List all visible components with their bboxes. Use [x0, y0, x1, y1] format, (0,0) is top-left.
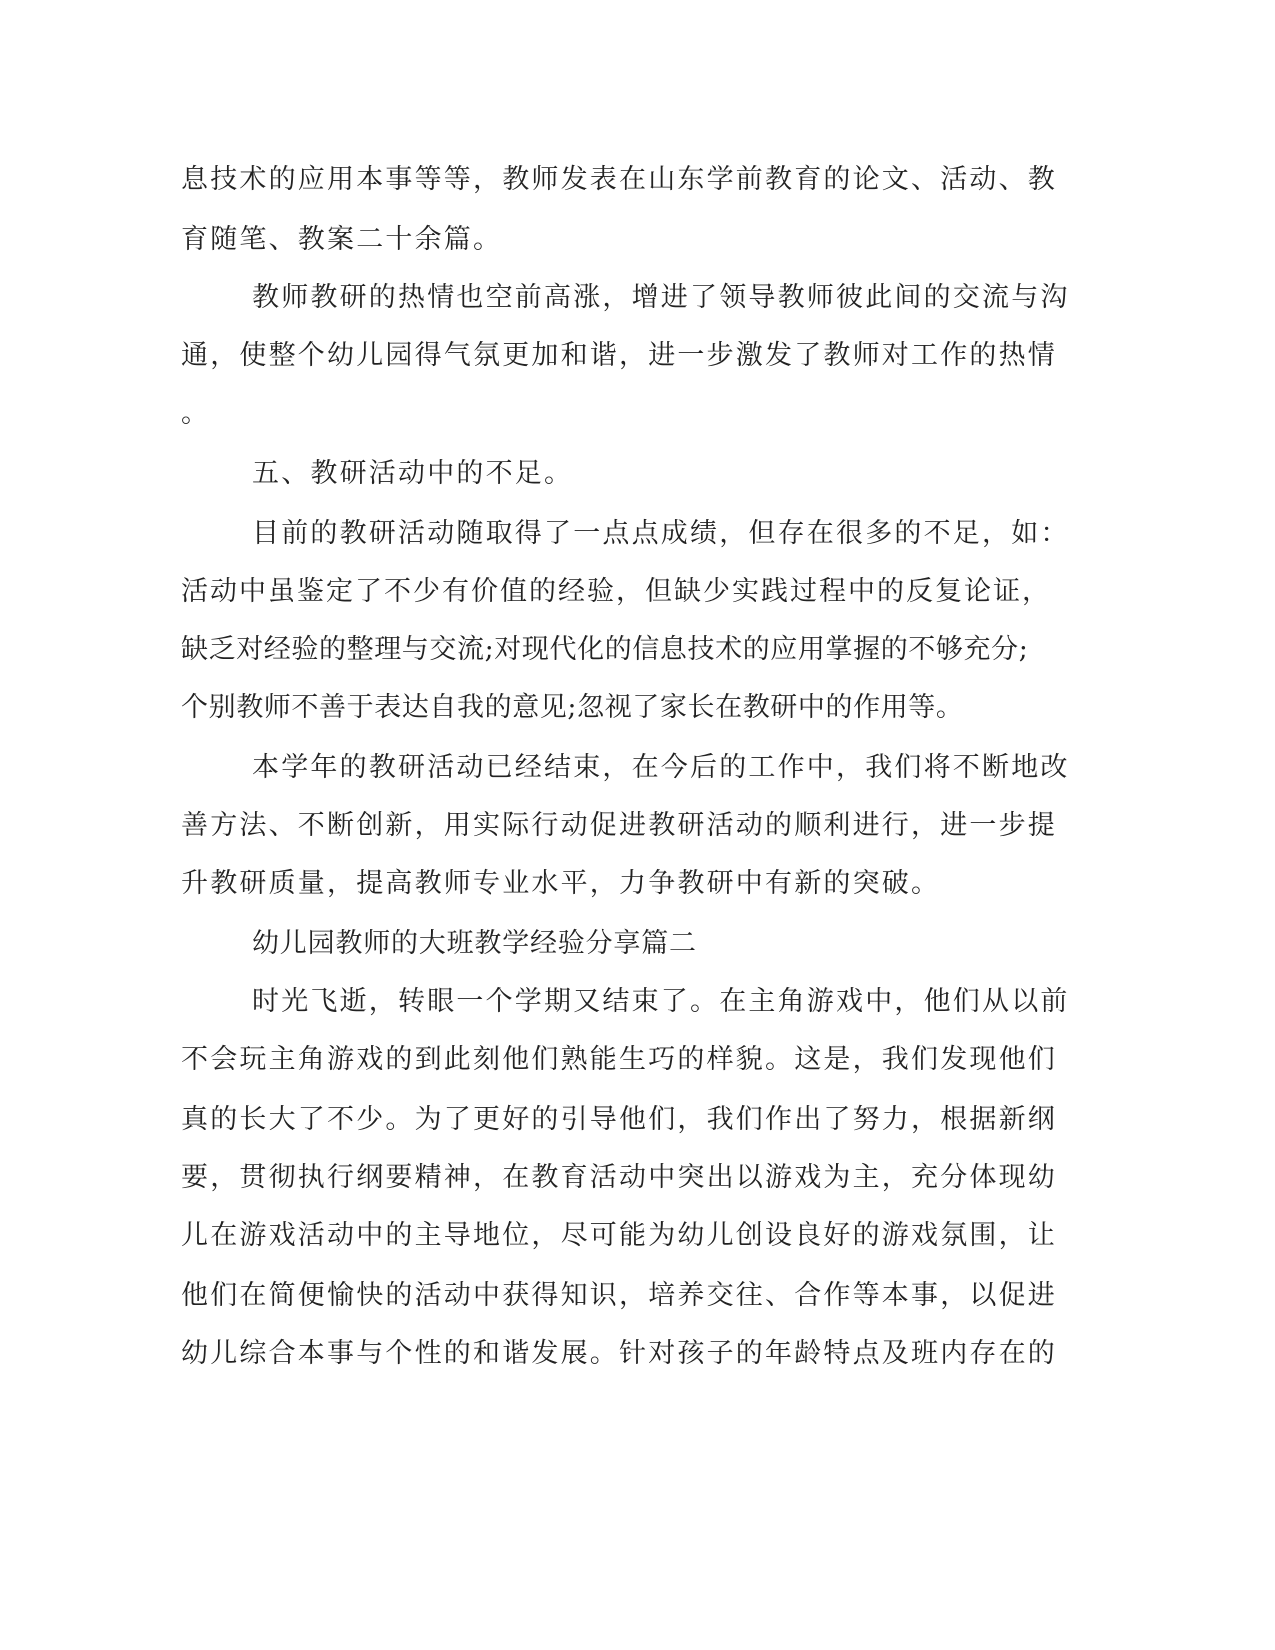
text-line: 活动中虽鉴定了不少有价值的经验，但缺少实践过程中的反复论证，	[181, 576, 1051, 607]
text-line: 教师教研的热情也空前高涨，增进了领导教师彼此间的交流与沟	[252, 282, 1070, 313]
section-heading: 五、教研活动中的不足。	[252, 458, 574, 489]
text-line: 目前的教研活动随取得了一点点成绩，但存在很多的不足，如：	[252, 518, 1070, 549]
text-line: 本学年的教研活动已经结束，在今后的工作中，我们将不断地改	[252, 752, 1070, 783]
text-line: 他们在简便愉快的活动中获得知识，培养交往、合作等本事，以促进	[181, 1280, 1057, 1311]
text-line: 。	[181, 398, 208, 429]
text-line: 通，使整个幼儿园得气氛更加和谐，进一步激发了教师对工作的热情	[181, 340, 1057, 371]
text-line: 不会玩主角游戏的到此刻他们熟能生巧的样貌。这是，我们发现他们	[181, 1044, 1057, 1075]
text-line: 育随笔、教案二十余篇。	[181, 224, 503, 255]
text-line: 儿在游戏活动中的主导地位，尽可能为幼儿创设良好的游戏氛围，让	[181, 1220, 1057, 1251]
text-line: 个别教师不善于表达自我的意见;忽视了家长在教研中的作用等。	[181, 692, 964, 723]
text-line: 缺乏对经验的整理与交流;对现代化的信息技术的应用掌握的不够充分;	[181, 634, 1029, 665]
section-heading: 幼儿园教师的大班教学经验分享篇二	[252, 928, 697, 959]
text-line: 善方法、不断创新，用实际行动促进教研活动的顺利进行，进一步提	[181, 810, 1057, 841]
text-line: 真的长大了不少。为了更好的引导他们，我们作出了努力，根据新纲	[181, 1104, 1057, 1135]
text-line: 要，贯彻执行纲要精神，在教育活动中突出以游戏为主，充分体现幼	[181, 1162, 1057, 1193]
text-line: 时光飞逝，转眼一个学期又结束了。在主角游戏中，他们从以前	[252, 986, 1070, 1017]
text-line: 升教研质量，提高教师专业水平，力争教研中有新的突破。	[181, 868, 941, 899]
text-line: 息技术的应用本事等等，教师发表在山东学前教育的论文、活动、教	[181, 164, 1057, 195]
text-line: 幼儿综合本事与个性的和谐发展。针对孩子的年龄特点及班内存在的	[181, 1338, 1057, 1369]
